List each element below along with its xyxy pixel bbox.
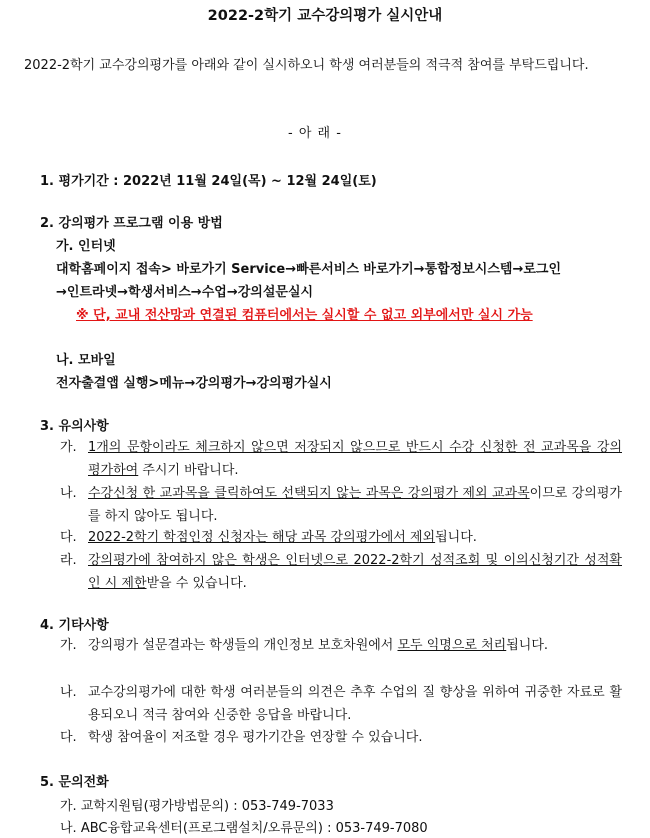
section-4-heading: 4. 기타사항 bbox=[40, 618, 109, 633]
caution-item-a-rest: 주시기 바랍니다. bbox=[138, 463, 239, 478]
etc-item-b-marker: 나. bbox=[60, 685, 77, 700]
intro-paragraph: 2022-2학기 교수강의평가를 아래와 같이 실시하오니 학생 여러분들의 적극적 참여를 부탁드립니다. bbox=[24, 58, 589, 73]
page-title: 2022-2학기 교수강의평가 실시안내 bbox=[207, 8, 443, 24]
etc-item-b bbox=[60, 681, 622, 727]
caution-item-b bbox=[60, 482, 622, 528]
section-5-heading: 5. 문의전화 bbox=[40, 775, 109, 790]
etc-item-a-marker: 가. bbox=[60, 638, 77, 653]
caution-item-c bbox=[60, 526, 622, 549]
caution-item-b-underlined: 수강신청 한 교과목을 클릭하여도 선택되지 않는 과목은 강의평가 제외 교과목 bbox=[88, 486, 530, 501]
etc-item-a-underlined: 모두 익명으로 처리 bbox=[397, 638, 507, 653]
caution-item-d-marker: 라. bbox=[60, 553, 77, 568]
etc-item-c-marker: 다. bbox=[60, 730, 77, 745]
caution-item-d-rest: 받을 수 있습니다. bbox=[146, 576, 247, 591]
mobile-path: 전자출결앱 실행>메뉴→강의평가→강의평가실시 bbox=[56, 376, 332, 391]
internet-path-line-2: →인트라넷→학생서비스→수업→강의설문실시 bbox=[56, 285, 314, 300]
etc-item-c bbox=[60, 726, 622, 749]
etc-item-b-text: 교수강의평가에 대한 학생 여러분들의 의견은 추후 수업의 질 향상을 위하여 귀중한 자료로 활용되오니 적극 참여와 신중한 응답을 바랍니다. bbox=[88, 685, 622, 723]
etc-item-a bbox=[60, 634, 622, 657]
caution-item-a-marker: 가. bbox=[60, 440, 77, 455]
caution-item-a bbox=[60, 436, 622, 482]
contact-line-a: 가. 교학지원팀(평가방법문의) : 053-749-7033 bbox=[60, 799, 334, 814]
internet-path-line-1: 대학홈페이지 접속> 바로가기 Service→빠른서비스 바로가기→통합정보시스템→로그인 bbox=[56, 262, 562, 277]
etc-item-a-text: 강의평가 설문결과는 학생들의 개인정보 보호차원에서 bbox=[88, 638, 398, 653]
caution-item-a-underlined: 1개의 문항이라도 체크하지 않으면 저장되지 않으므로 반드시 수강 신청한 전 교과목을 강의 평가하여 bbox=[88, 440, 622, 478]
caution-item-b-marker: 나. bbox=[60, 486, 77, 501]
caution-item-c-marker: 다. bbox=[60, 530, 77, 545]
etc-item-c-text: 학생 참여율이 저조할 경우 평가기간을 연장할 수 있습니다. bbox=[88, 730, 423, 745]
caution-item-d bbox=[60, 549, 622, 595]
etc-item-a-rest: 됩니다. bbox=[506, 638, 549, 653]
section-1-heading: 1. 평가기간 : 2022년 11월 24일(목) ~ 12월 24일(토) bbox=[40, 174, 377, 189]
section-2-heading: 2. 강의평가 프로그램 이용 방법 bbox=[40, 216, 223, 231]
internet-label: 가. 인터넷 bbox=[56, 239, 116, 254]
warning-note: ※ 단, 교내 전산망과 연결된 컴퓨터에서는 실시할 수 없고 외부에서만 실시 가능 bbox=[76, 308, 533, 323]
contact-line-b: 나. ABC융합교육센터(프로그램설치/오류문의) : 053-749-7080 bbox=[60, 821, 428, 836]
section-separator: - 아 래 - bbox=[288, 126, 342, 141]
caution-item-c-underlined: 2022-2학기 학점인정 신청자는 해당 과목 강의평가에서 제외 bbox=[88, 530, 436, 545]
caution-item-d-underlined: 강의평가에 참여하지 않은 학생은 인터넷으로 2022-2학기 성적조회 및 이의신청기간 성적확인 시 제한 bbox=[88, 553, 622, 591]
section-3-heading: 3. 유의사항 bbox=[40, 419, 109, 434]
caution-item-c-rest: 됩니다. bbox=[435, 530, 477, 545]
caution-item-b-rest: 이므로 강의평가를 하지 않아도 됩니다. bbox=[88, 486, 622, 524]
mobile-label: 나. 모바일 bbox=[56, 353, 116, 368]
